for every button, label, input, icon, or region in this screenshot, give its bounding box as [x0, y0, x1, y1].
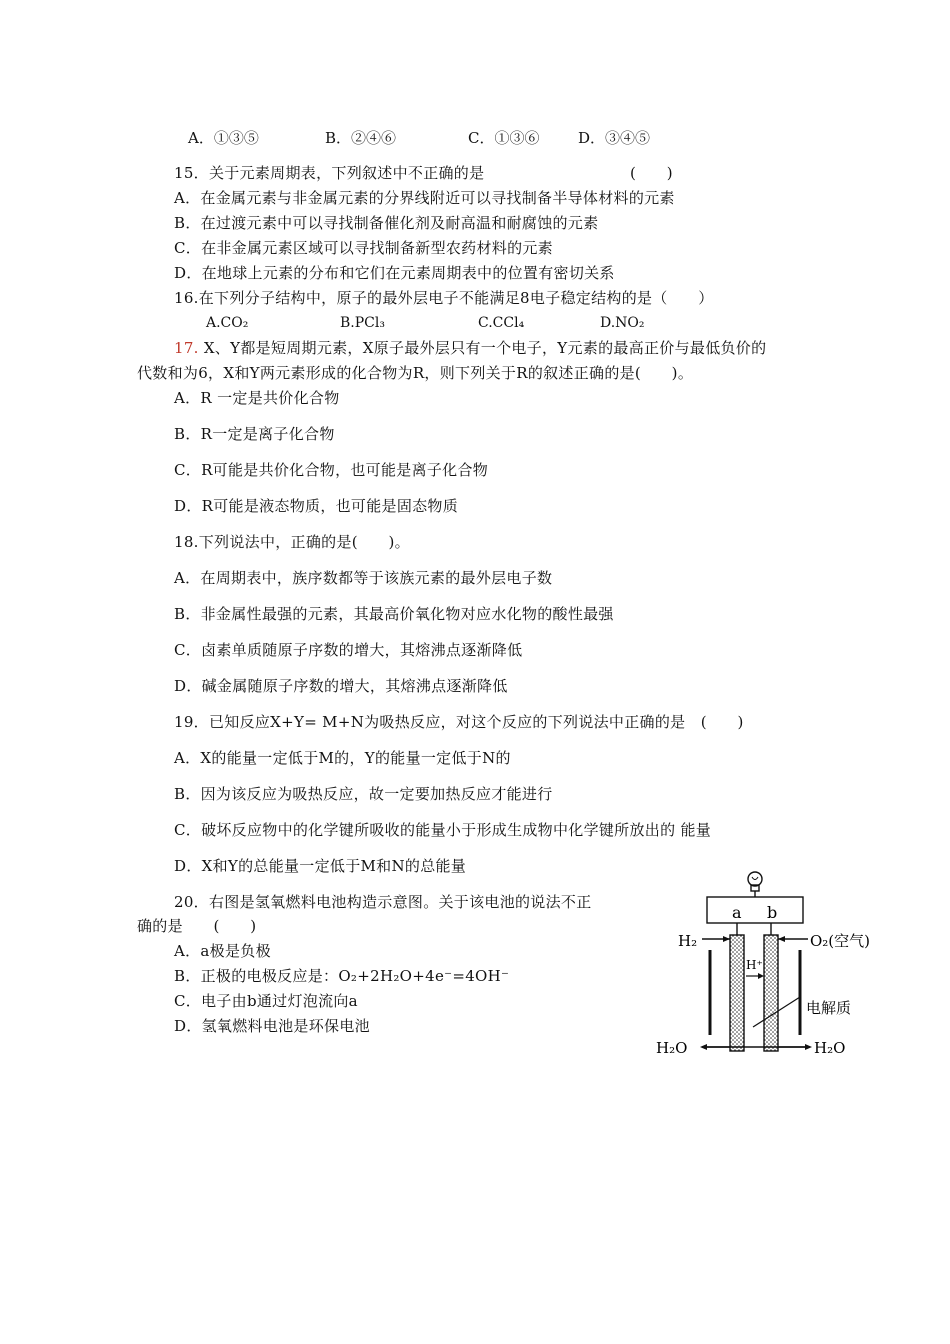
q20-option-b: B．正极的电极反应是：O₂+2H₂O+4e⁻=4OH⁻ — [174, 967, 510, 985]
q19-option-d: D．X和Y的总能量一定低于M和N的总能量 — [174, 857, 467, 875]
q18-option-a: A．在周期表中，族序数都等于该族元素的最外层电子数 — [174, 569, 553, 587]
q16-option-c: C.CCl₄ — [478, 315, 525, 331]
q18-stem: 18.下列说法中，正确的是( )。 — [174, 533, 410, 551]
external-circuit-box — [707, 897, 803, 923]
electrode-b — [764, 935, 778, 1051]
q20-stem-line2: 确的是 ( ) — [137, 917, 257, 935]
q17-option-d: D．R可能是液态物质，也可能是固态物质 — [174, 497, 459, 515]
q20-option-c: C．电子由b通过灯泡流向a — [174, 992, 358, 1010]
q19-option-b: B．因为该反应为吸热反应，故一定要加热反应才能进行 — [174, 785, 553, 803]
q17-option-a: A．R 一定是共价化合物 — [174, 389, 340, 407]
q20-stem-line1: 20．右图是氢氧燃料电池构造示意图。关于该电池的说法不正 — [174, 893, 592, 911]
q16-option-b: B.PCl₃ — [340, 315, 385, 331]
q16-option-a: A.CO₂ — [206, 315, 249, 331]
q16-option-d: D.NO₂ — [600, 315, 645, 331]
h2-inlet-label: H₂ — [678, 932, 698, 950]
electrode-b-label: b — [767, 903, 778, 922]
q14-option-a: A．①③⑤ — [188, 129, 259, 147]
q20-option-a: A．a极是负极 — [174, 942, 271, 960]
q17-stem-line1 — [174, 338, 766, 358]
q17-number: 17. — [174, 339, 199, 357]
h-plus-label: H⁺ — [746, 958, 763, 972]
q14-option-c: C．①③⑥ — [468, 129, 540, 147]
q15-option-d: D．在地球上元素的分布和它们在元素周期表中的位置有密切关系 — [174, 264, 615, 282]
q15-option-a: A．在金属元素与非金属元素的分界线附近可以寻找制备半导体材料的元素 — [174, 189, 675, 207]
q15-option-c: C．在非金属元素区域可以寻找制备新型农药材料的元素 — [174, 239, 553, 257]
q14-option-d: D．③④⑤ — [578, 129, 651, 147]
q15-option-b: B．在过渡元素中可以寻找制备催化剂及耐高温和耐腐蚀的元素 — [174, 214, 599, 232]
electrode-a — [730, 935, 744, 1051]
q18-option-c: C．卤素单质随原子序数的增大，其熔沸点逐渐降低 — [174, 641, 523, 659]
bulb-icon — [748, 872, 762, 897]
q16-stem: 16.在下列分子结构中，原子的最外层电子不能满足8电子稳定结构的是（ ） — [174, 289, 714, 307]
q15-stem: 15．关于元素周期表，下列叙述中不正确的是 — [174, 164, 485, 182]
h2o-outlet-right-label: H₂O — [814, 1039, 846, 1057]
q15-answer-paren: ( ) — [630, 164, 673, 182]
q14-option-b: B．②④⑥ — [325, 129, 397, 147]
q19-option-c: C．破坏反应物中的化学键所吸收的能量小于形成生成物中化学键所放出的 能量 — [174, 821, 712, 839]
fuel-cell-diagram — [650, 865, 890, 1065]
electrolyte-label: 电解质 — [806, 999, 852, 1017]
electrode-a-label: a — [732, 903, 742, 922]
q17-stem-text: X、Y都是短周期元素，X原子最外层只有一个电子，Y元素的最高正价与最低负价的 — [198, 339, 767, 357]
q19-option-a: A．X的能量一定低于M的，Y的能量一定低于N的 — [174, 749, 511, 767]
q19-stem: 19．已知反应X+Y= M+N为吸热反应，对这个反应的下列说法中正确的是 ( ) — [174, 713, 744, 731]
q20-option-d: D．氢氧燃料电池是环保电池 — [174, 1017, 370, 1035]
q18-option-d: D．碱金属随原子序数的增大，其熔沸点逐渐降低 — [174, 677, 508, 695]
q17-option-c: C．R可能是共价化合物，也可能是离子化合物 — [174, 461, 489, 479]
q17-stem-line2: 代数和为6，X和Y两元素形成的化合物为R，则下列关于R的叙述正确的是( )。 — [137, 364, 694, 382]
q17-option-b: B．R一定是离子化合物 — [174, 425, 335, 443]
q18-option-b: B．非金属性最强的元素，其最高价氧化物对应水化物的酸性最强 — [174, 605, 614, 623]
h2o-outlet-left-label: H₂O — [656, 1039, 688, 1057]
o2-inlet-label: O₂(空气) — [810, 932, 871, 950]
